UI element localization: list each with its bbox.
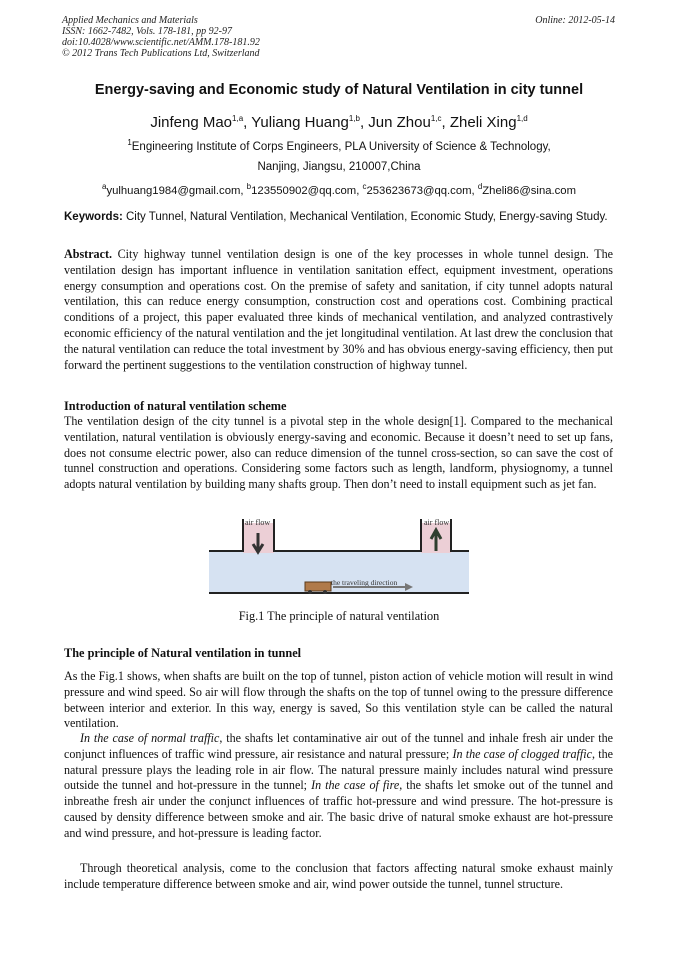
affiliation-text-1: Engineering Institute of Corps Engineers, PLA University of Science & Technology, (131, 140, 551, 153)
copyright-line: © 2012 Trans Tech Publications Ltd, Switzerland (62, 48, 260, 59)
author-sup: 1,a (232, 114, 244, 123)
paper-title: Energy-saving and Economic study of Natural Ventilation in city tunnel (94, 82, 584, 98)
email-sup: c (362, 182, 367, 191)
author-name: Jinfeng Mao (150, 114, 233, 131)
email-address[interactable]: Zheli86@sina.com (482, 184, 576, 197)
email-address[interactable]: 253623673@qq.com (366, 184, 472, 197)
keywords (64, 211, 613, 224)
section-heading-principle: The principle of Natural ventilation in tunnel (64, 646, 302, 660)
author-name: Jun Zhou (368, 114, 431, 131)
air-flow-label-left: air flow (245, 518, 271, 527)
email-address[interactable]: yulhuang1984@gmail.com (106, 184, 241, 197)
ventilation-figure (209, 517, 469, 602)
author-sup: 1,d (516, 114, 528, 123)
doi-line: doi:10.4028/www.scientific.net/AMM.178-181.92 (62, 37, 260, 48)
affiliation-line-2: Nanjing, Jiangsu, 210007,China (257, 161, 421, 173)
keywords-label: Keywords: (64, 211, 123, 223)
email-address[interactable]: 123550902@qq.com (251, 184, 357, 197)
online-date: Online: 2012-05-14 (535, 15, 615, 26)
abstract-text: City highway tunnel ventilation design is one of the key processes in whole tunnel design. The ventilation design has important influence in ventilation sanitation effect, equipment investment, operations energy consumption and operations cost. On the premise of safety and sanitation, if city tunnel adopts natural ventilation, this can reduce energy consumption, construction cost and operations cost. Combining practical conditions of a project, this paper evaluated three kinds of mechanical ventilation, and analyzed contrastively economic efficiency of the natural ventilation and the jet longitudinal ventilation. At last drew the conclusion that the natural ventilation can reduce the total investment by 30% and has obvious energy-saving efficiency, then put forward the pertinent suggestions to the ventilation construction of highway tunnel. (64, 247, 613, 372)
affiliation-sup: 1 (127, 138, 132, 147)
principle-paragraph-2 (64, 731, 613, 842)
email-sup: b (246, 182, 252, 191)
case-normal-text: , the shafts let contaminative air out of the tunnel and inhale fresh air under the conjunct influences of traffic wind pressure, air resistance and natural pressure; (64, 731, 613, 761)
email-sup: a (102, 182, 107, 191)
direction-label: the traveling direction (331, 578, 398, 587)
journal-name: Applied Mechanics and Materials (62, 15, 198, 26)
author-name: Zheli Xing (449, 114, 517, 131)
case-fire: In the case of fire (311, 778, 400, 793)
air-flow-label-right: air flow (424, 518, 450, 527)
intro-paragraph: The ventilation design of the city tunnel is a pivotal step in the whole design[1]. Compared to the mechanical ventilation, natural ventilation is obviously energy-saving and economic. Because it doesn’t need to set up fans, does not consume electric power, also can reduce dimension of the tunnel cross-section, so can save the cost of tunnel construction and operations. Considering some factors such as length, landform, physiognomy, a tunnel adopts natural ventilation by building many shafts group. Then don’t need to install equipment such as jet fan. (64, 414, 613, 492)
email-list: $^a$yulhuang1984@gmail.com, $^b$123550902@qq.com, $^c$253623673@qq.com, $^d$Zheli86@sina.com (102, 182, 576, 197)
case-fire-text: , the shafts let smoke out of the tunnel and inbreathe fresh air under the conjunct influences of traffic hot-pressure and wind pressure. The hot-pressure is caused by density difference between smoke and air. The basic drive of natural smoke exhaust are hot-pressure and wind pressure, and hot-pressure is leading factor. (64, 778, 614, 840)
vehicle-icon (305, 582, 331, 591)
principle-paragraph-1: As the Fig.1 shows, when shafts are built on the top of tunnel, piston action of vehicle motion will result in wind pressure and wind speed. So air will flow through the shafts on the top of tunnel owing to the pressure difference between interior and exterior. In this way, energy is saved, So this ventilation style can be called the natural ventilation. (64, 669, 613, 731)
case-clogged-text: , the natural pressure plays the leading role in air flow. The natural pressure mainly includes natural wind pressure outside the tunnel and hot-pressure in the tunnel; (64, 746, 613, 793)
author-sup: 1,c (430, 114, 442, 123)
author-list: Jinfeng Mao$^{1,a}$, Yuliang Huang$^{1,b}$, Jun Zhou$^{1,c}$, Zheli Xing$^{1,d}$ (150, 114, 528, 131)
figure-caption: Fig.1 The principle of natural ventilation (238, 609, 440, 623)
issn-line: ISSN: 1662-7482, Vols. 178-181, pp 92-97 (62, 26, 232, 37)
author-sup: 1,b (348, 114, 360, 123)
section-heading-intro: Introduction of natural ventilation scheme (64, 399, 287, 413)
case-clogged-traffic: In the case of clogged traffic (452, 746, 592, 761)
abstract-label: Abstract. (64, 247, 113, 261)
case-normal-traffic: In the case of normal traffic (80, 731, 220, 745)
principle-paragraph-3: Through theoretical analysis, come to the conclusion that factors affecting natural smoke exhaust mainly include temperature difference between smoke and air, wind power outside the tunnel, tunnel structure. (64, 861, 613, 891)
vehicle-wheel (308, 590, 312, 594)
email-sup: d (477, 182, 483, 191)
abstract (64, 247, 613, 373)
affiliation-line-1 (0, 138, 678, 153)
author-name: Yuliang Huang (251, 114, 349, 131)
keywords-text: City Tunnel, Natural Ventilation, Mechanical Ventilation, Economic Study, Energy-saving Study. (126, 211, 608, 223)
journal-header (62, 15, 260, 59)
vehicle-wheel (323, 590, 327, 594)
